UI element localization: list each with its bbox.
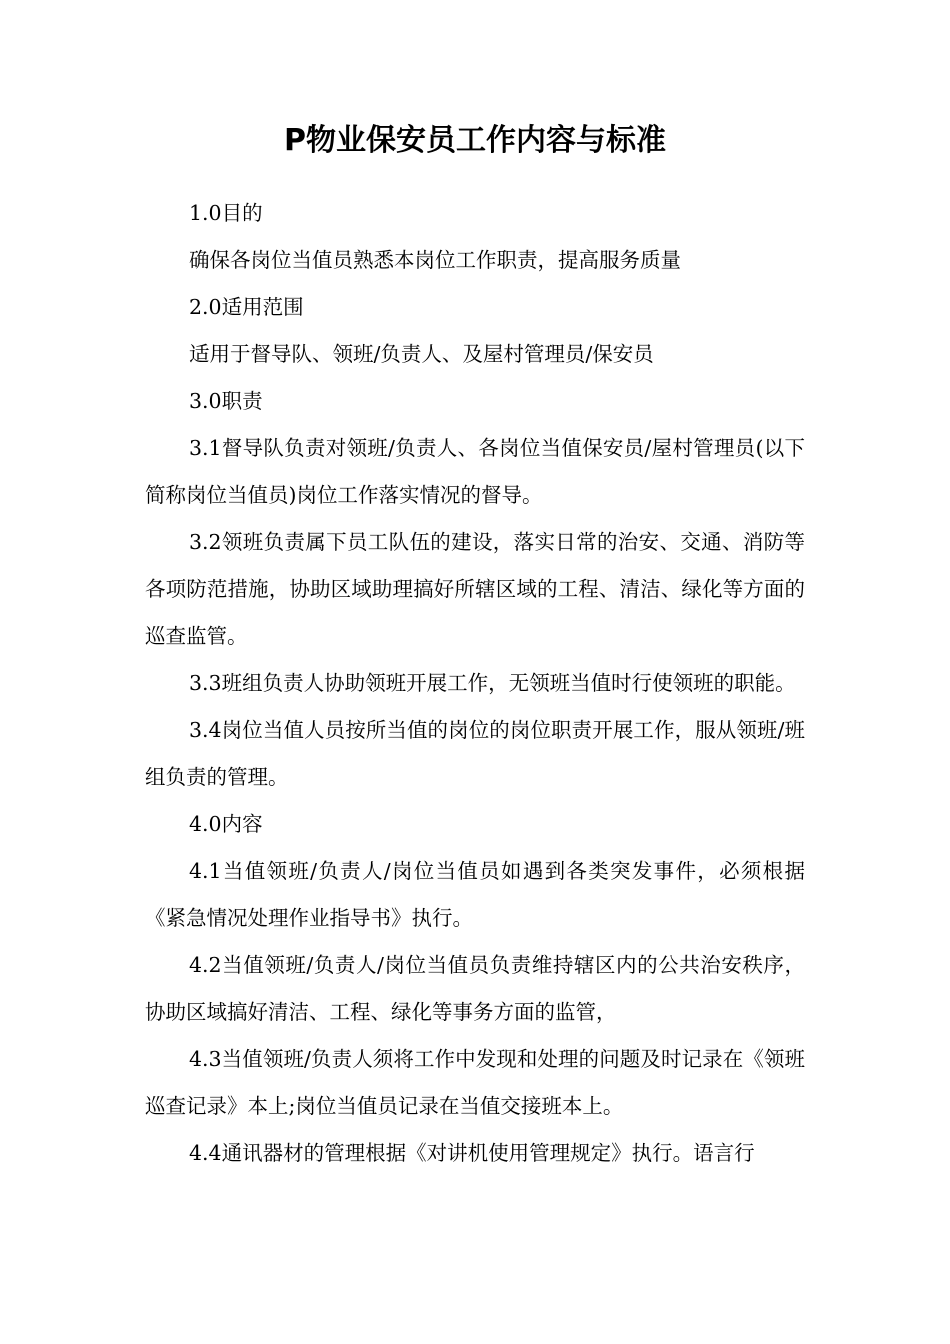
paragraph-duty-3-1: 3.1督导队负责对领班/负责人、各岗位当值保安员/屋村管理员(以下简称岗位当值员)岗位工作落实情况的督导。 — [145, 436, 805, 507]
paragraph-duty-3-4: 3.4岗位当值人员按所当值的岗位的岗位职责开展工作，服从领班/班组负责的管理。 — [145, 718, 805, 789]
document-title: P物业保安员工作内容与标准 — [284, 123, 666, 158]
section-heading-duties: 3.0职责 — [189, 389, 263, 413]
document-body — [145, 190, 805, 1177]
section-heading-content: 4.0内容 — [189, 812, 263, 836]
paragraph-duty-3-2: 3.2领班负责属下员工队伍的建设，落实日常的治安、交通、消防等各项防范措施，协助区域助理搞好所辖区域的工程、清洁、绿化等方面的巡查监管。 — [145, 530, 805, 648]
paragraph-content-4-1: 4.1当值领班/负责人/岗位当值员如遇到各类突发事件，必须根据《紧急情况处理作业指导书》执行。 — [145, 859, 805, 930]
paragraph-content-4-3: 4.3当值领班/负责人须将工作中发现和处理的问题及时记录在《领班巡查记录》本上;岗位当值员记录在当值交接班本上。 — [145, 1047, 805, 1118]
section-heading-purpose: 1.0目的 — [189, 201, 263, 225]
paragraph-content-4-4: 4.4通讯器材的管理根据《对讲机使用管理规定》执行。语言行 — [189, 1141, 755, 1165]
section-heading-scope: 2.0适用范围 — [189, 295, 304, 319]
paragraph-scope: 适用于督导队、领班/负责人、及屋村管理员/保安员 — [189, 342, 654, 366]
paragraph-content-4-2: 4.2当值领班/负责人/岗位当值员负责维持辖区内的公共治安秩序，协助区域搞好清洁、工程、绿化等事务方面的监管， — [145, 953, 805, 1024]
paragraph-duty-3-3: 3.3班组负责人协助领班开展工作，无领班当值时行使领班的职能。 — [189, 671, 796, 695]
paragraph-purpose: 确保各岗位当值员熟悉本岗位工作职责，提高服务质量 — [189, 248, 681, 272]
